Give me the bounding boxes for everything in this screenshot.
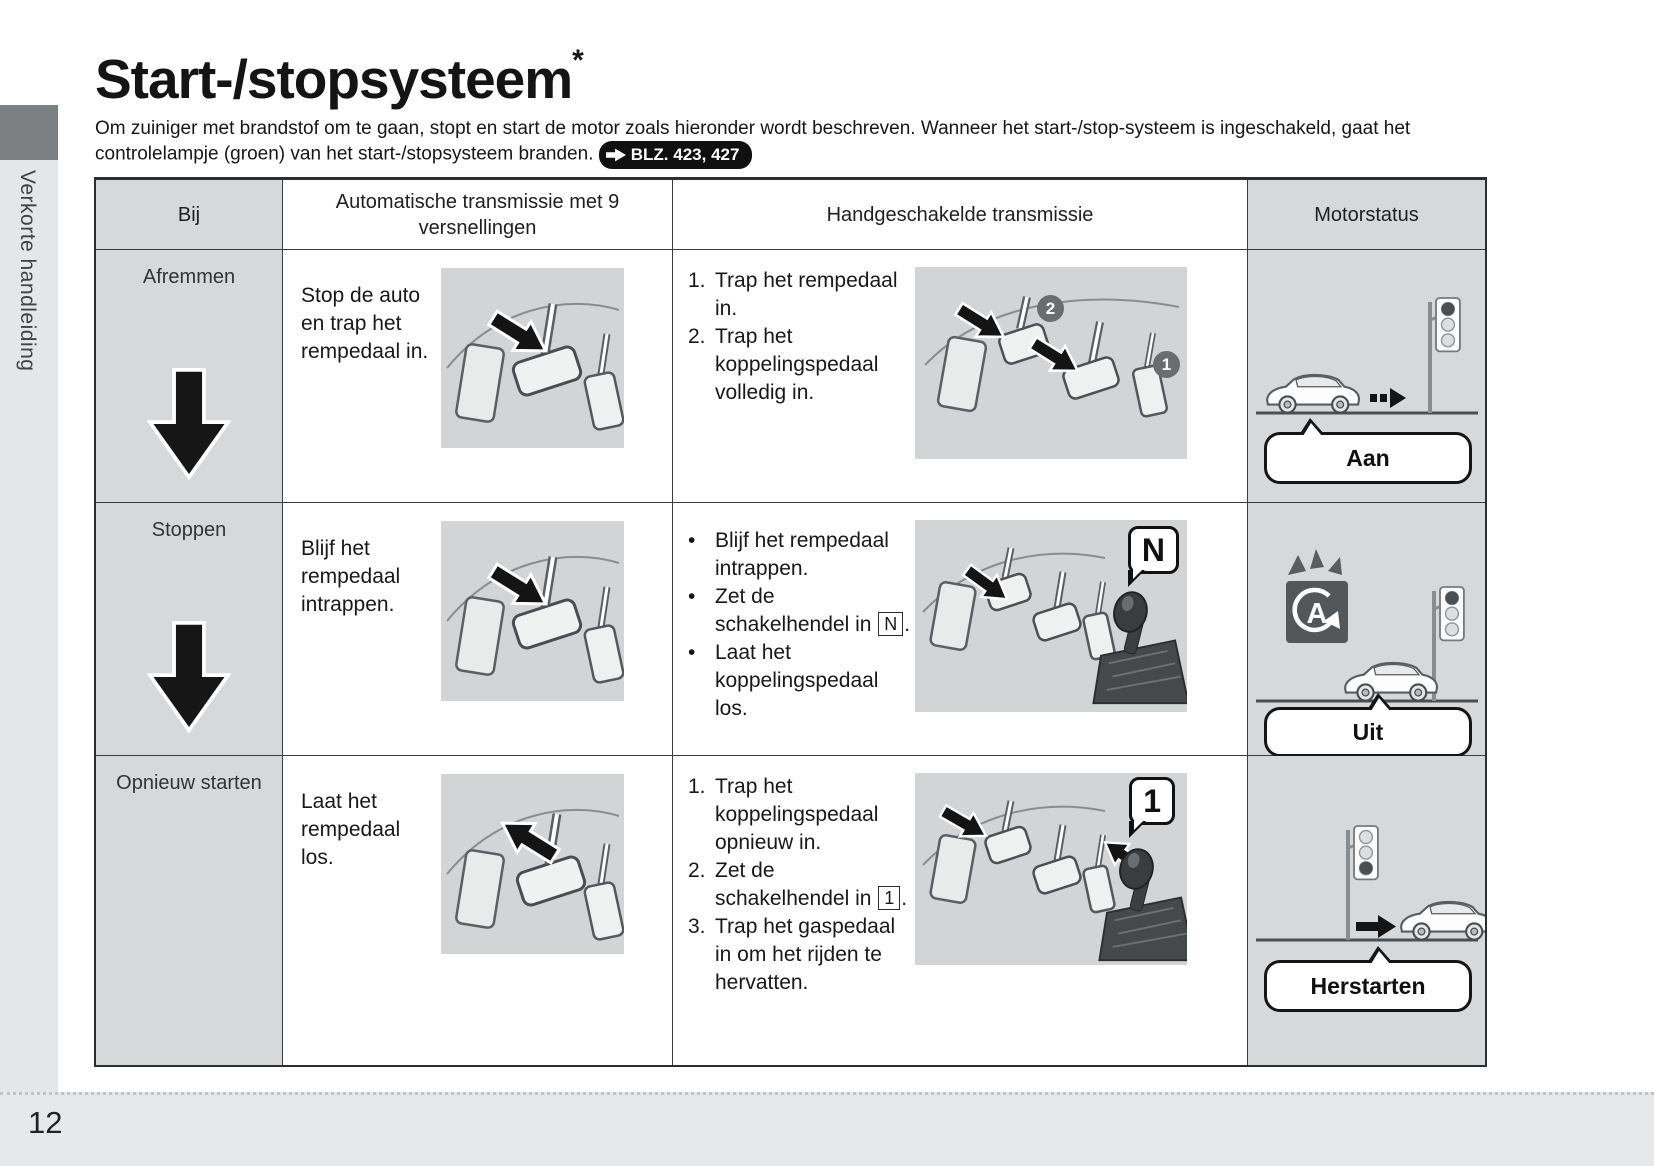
row-opnieuw-starten-manual-cell (673, 756, 1248, 1065)
row-afremmen-manual-cell (673, 250, 1248, 503)
arrow-right-icon (1356, 915, 1396, 938)
manual-steps (688, 527, 914, 723)
brake-pedal-illustration (441, 268, 624, 448)
clutch-brake-pedals-illustration (915, 267, 1187, 459)
page-title: Start-/stopsysteem* (95, 44, 583, 110)
step-1: 1. Trap het koppelingspedaal opnieuw in. (688, 775, 879, 854)
step-2: 2. Trap het koppelingspedaal volledig in. (688, 325, 879, 404)
gear-position-bubble: 1 (1129, 777, 1175, 825)
row-stoppen-label-cell (96, 503, 283, 756)
header-bij: Bij (96, 180, 283, 250)
pedal-release-icon (441, 774, 624, 954)
section-tab (0, 105, 58, 161)
row-label: Afremmen (142, 266, 236, 288)
bullet-1: • Blijf het rempedaal intrappen. (688, 529, 889, 580)
down-arrow-icon (147, 368, 231, 480)
step-2: 2. Zet de schakelhendel in 1 . (688, 859, 908, 910)
bullet-2: • Zet de schakelhendel in N . (688, 585, 911, 636)
row-label: Opnieuw starten (116, 772, 262, 794)
sidebar-section-label: Verkorte handleiding (16, 170, 39, 372)
header-manual-transmission: Handgeschakelde transmissie (673, 180, 1248, 250)
step-badge-brake: 1 (1153, 351, 1180, 378)
gear-position-bubble: N (1128, 526, 1179, 574)
row-afremmen-automatic-cell (283, 250, 673, 503)
svg-text:A: A (1306, 598, 1328, 630)
manual-steps (688, 773, 914, 997)
footnote-asterisk: * (572, 44, 583, 77)
down-arrow-icon (147, 621, 231, 733)
gear-position-key: 1 (878, 886, 900, 910)
header-motorstatus: Motorstatus (1248, 180, 1485, 250)
car-icon (1401, 902, 1485, 940)
status-text: Uit (1352, 718, 1384, 745)
footer-band (0, 1092, 1654, 1166)
brake-release-illustration (441, 774, 624, 954)
intro-text: Om zuiniger met brandstof om te gaan, stopt en start de motor zoals hieronder wordt beschreven. Wanneer het start-/stop-systeem is ingeschakeld, gaat het controlelampje (groen) van het start-/stopsysteem branden. (95, 118, 1411, 165)
step-badge-clutch: 2 (1037, 295, 1064, 322)
auto-stop-indicator-icon (1286, 549, 1348, 643)
brake-pedal-illustration (441, 521, 624, 701)
step-3: 3. Trap het gaspedaal in om het rijden te hervatten. (688, 915, 896, 994)
row-opnieuw-starten-label-cell (96, 756, 283, 1065)
instruction-text: Blijf het rempedaal intrappen. (301, 537, 401, 616)
page-number: 12 (28, 1105, 63, 1140)
car-icon (1267, 375, 1359, 413)
car-restarting-scene (1248, 756, 1485, 1064)
instruction-text: Laat het rempedaal los. (301, 790, 401, 869)
page-ref-arrow-icon (606, 148, 626, 162)
pedal-press-icon (441, 521, 624, 701)
bullet-3: • Laat het koppelingspedaal los. (688, 641, 879, 720)
row-stoppen-status-cell (1248, 503, 1485, 756)
row-afremmen-label-cell (96, 250, 283, 503)
row-afremmen-status-cell (1248, 250, 1485, 503)
manual-steps (688, 267, 914, 407)
row-label: Stoppen (151, 519, 227, 541)
step-1: 1. Trap het rempedaal in. (688, 269, 898, 320)
intro-paragraph (95, 116, 1487, 169)
status-text: Herstarten (1310, 972, 1426, 999)
pedal-and-gearshift-illustration (915, 520, 1187, 712)
pedal-press-icon (441, 268, 624, 448)
row-stoppen-manual-cell (673, 503, 1248, 756)
pedal-and-gearshift-illustration (915, 773, 1187, 965)
row-stoppen-automatic-cell (283, 503, 673, 756)
page-reference-link[interactable] (599, 141, 753, 169)
row-opnieuw-starten-status-cell (1248, 756, 1485, 1065)
engine-status-callout (1264, 432, 1472, 484)
page-ref-label: BLZ. 423, 427 (630, 145, 740, 164)
gear-position-key: N (878, 612, 903, 636)
start-stop-table (94, 177, 1487, 1067)
row-opnieuw-starten-automatic-cell (283, 756, 673, 1065)
traffic-light-icon (1434, 587, 1464, 701)
dashed-arrow-icon (1370, 388, 1406, 408)
instruction-text: Stop de auto en trap het rempedaal in. (301, 284, 429, 363)
engine-status-callout (1264, 960, 1472, 1012)
status-text: Aan (1346, 444, 1390, 471)
traffic-light-icon (1430, 298, 1460, 413)
header-automatic-transmission: Automatische transmissie met 9 versnellingen (283, 180, 673, 250)
engine-status-callout (1264, 707, 1472, 757)
